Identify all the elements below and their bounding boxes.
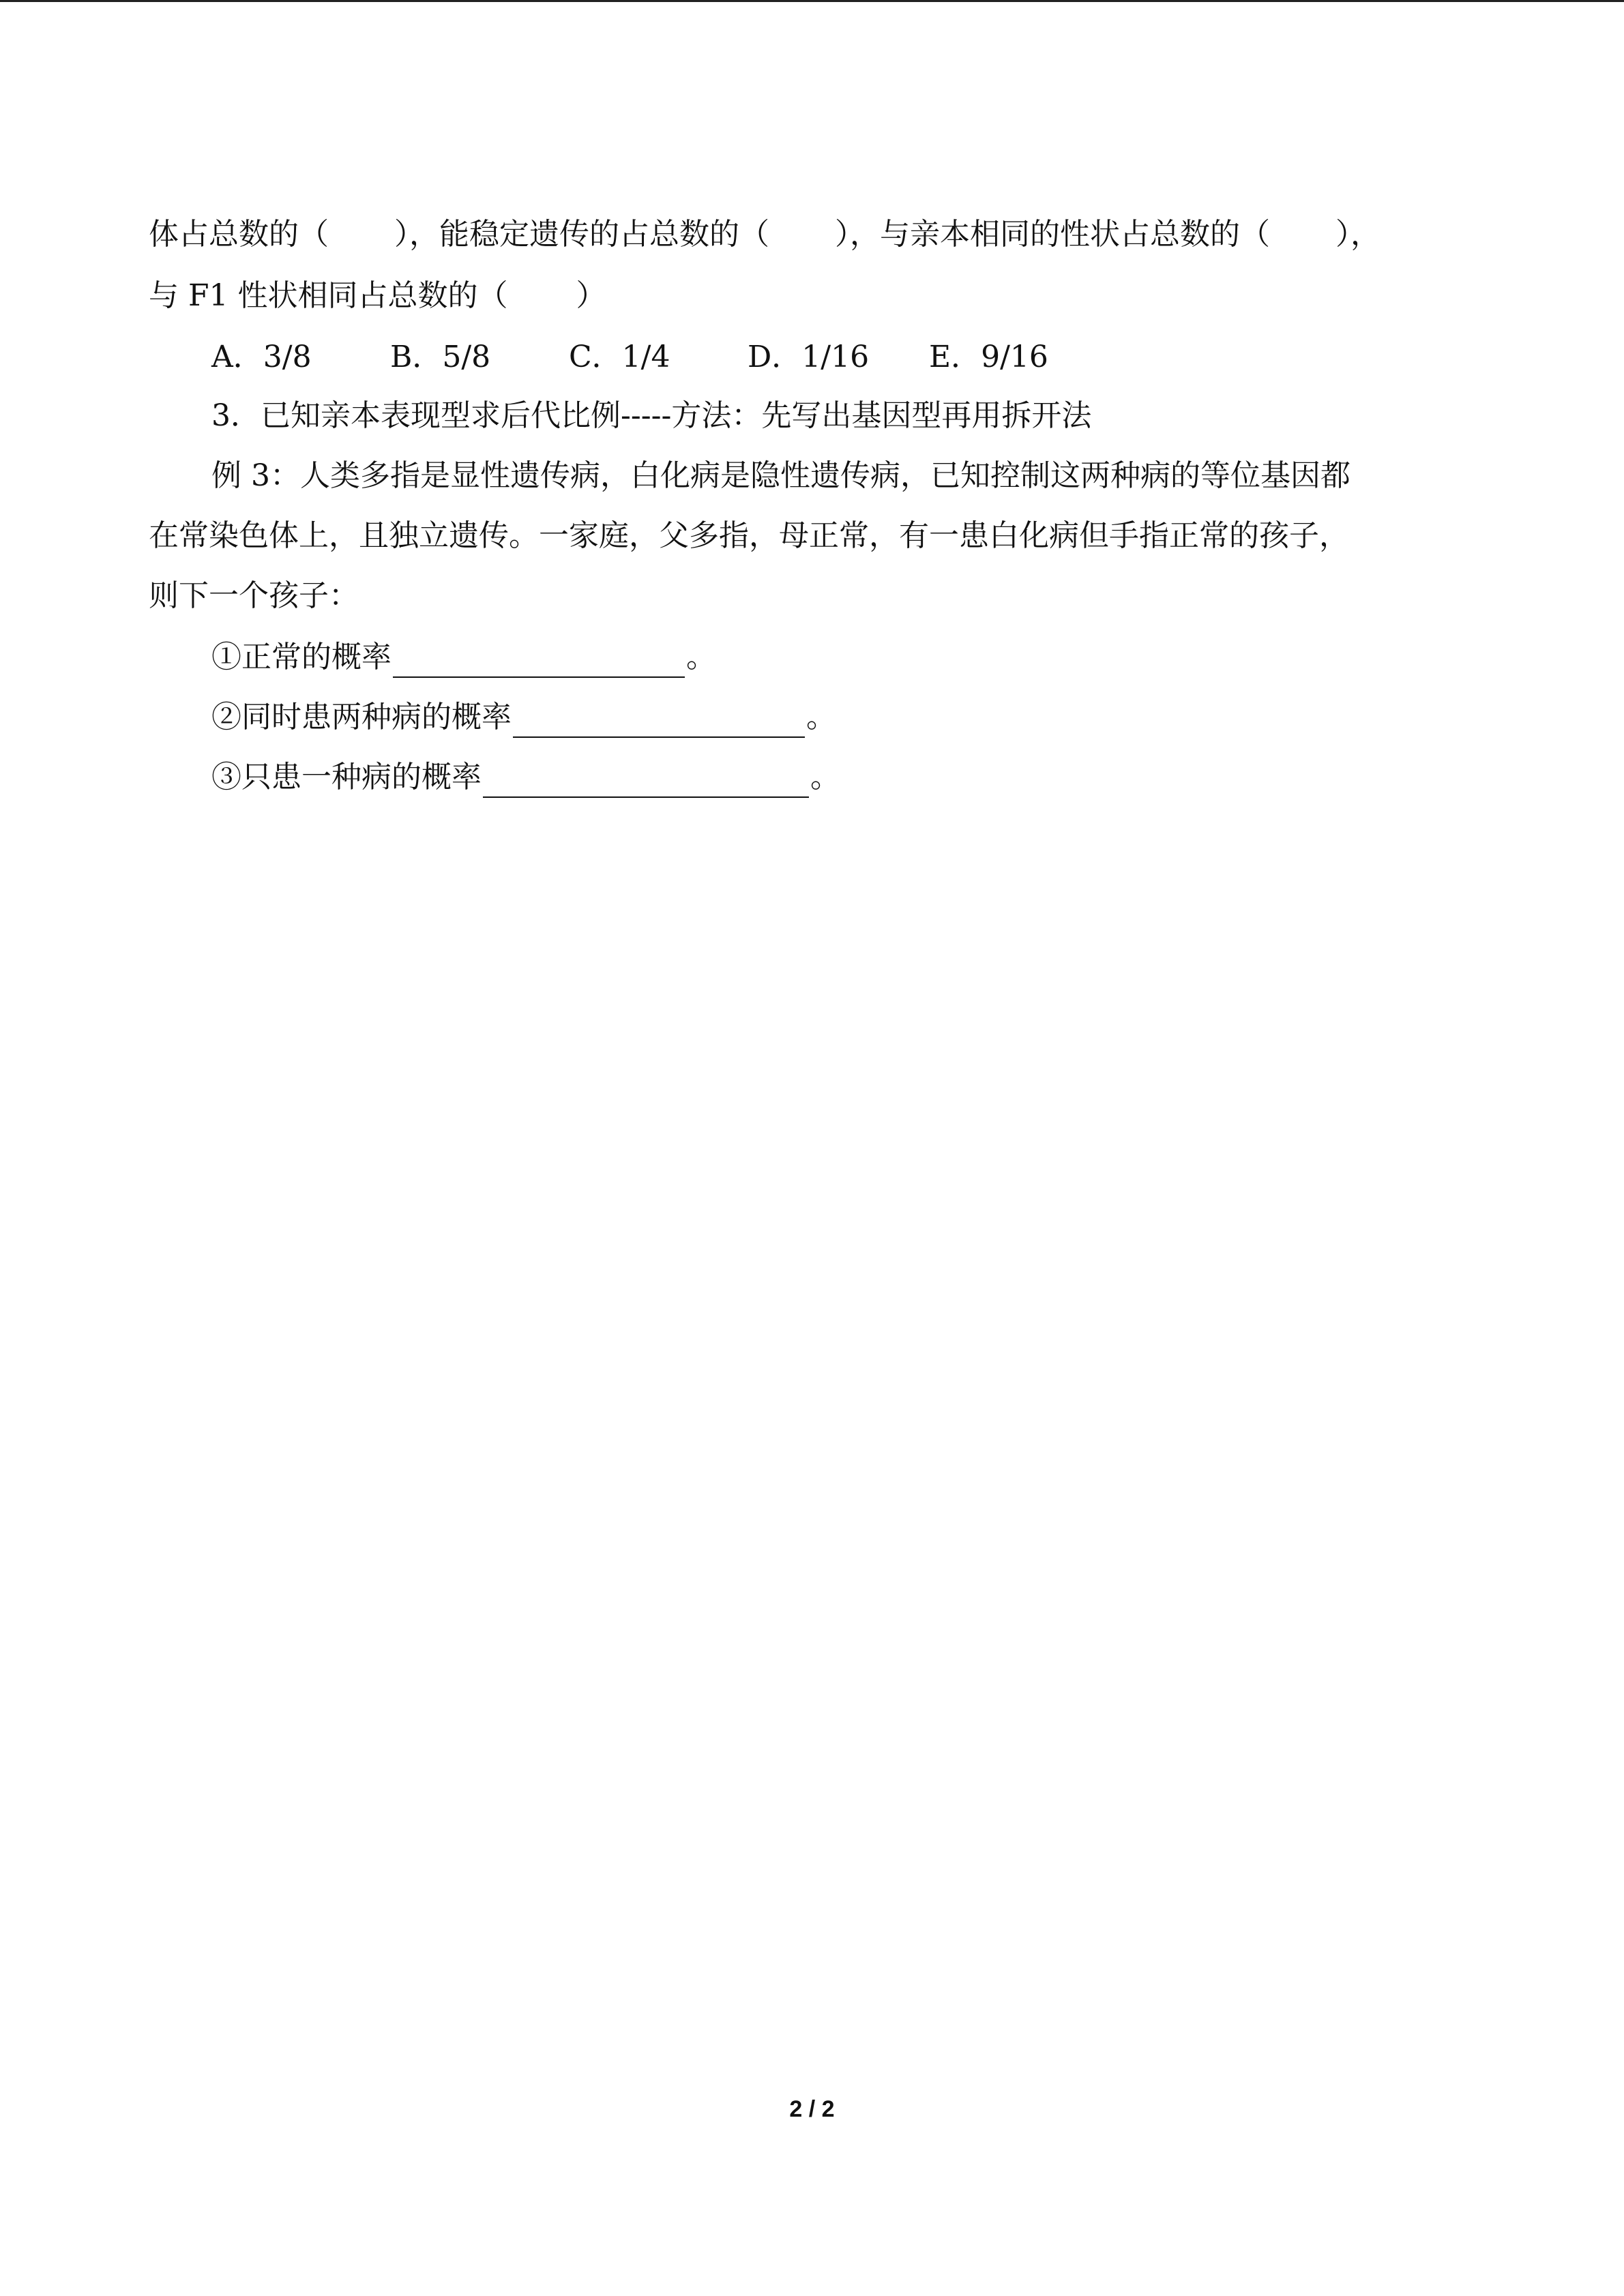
example-3-line-2: 在常染色体上，且独立遗传。一家庭，父多指，母正常，有一患白化病但手指正常的孩子， bbox=[149, 518, 1349, 553]
q2-line-1 bbox=[149, 214, 1381, 255]
option-d: D．1/16 bbox=[748, 340, 870, 374]
q2-line1-seg2: ），能稳定遗传的占总数的（ bbox=[394, 217, 769, 252]
q2-line1-seg4: ）， bbox=[1335, 217, 1381, 252]
question-item-1-label: ①正常的概率 bbox=[211, 640, 392, 674]
q2-line1-seg3: ），与亲本相同的性状占总数的（ bbox=[835, 217, 1270, 252]
page-number: 2 / 2 bbox=[789, 2096, 835, 2122]
question-item-3 bbox=[211, 757, 840, 798]
question-item-1 bbox=[211, 637, 716, 678]
question-item-2-end: 。 bbox=[806, 700, 836, 734]
answer-line-1[interactable] bbox=[393, 645, 685, 678]
q2-line-2 bbox=[149, 275, 606, 316]
q2-options bbox=[211, 337, 1048, 378]
question-item-1-end: 。 bbox=[686, 640, 716, 674]
q2-line1-seg1: 体占总数的（ bbox=[149, 217, 329, 252]
answer-line-3[interactable] bbox=[483, 765, 809, 798]
section-3-heading: 3．已知亲本表现型求后代比例-----方法：先写出基因型再用拆开法 bbox=[211, 398, 1092, 433]
q2-line2-seg2: ） bbox=[576, 278, 606, 313]
q2-line2-seg1: 与 F1 性状相同占总数的（ bbox=[149, 278, 508, 313]
question-item-3-label: ③只患一种病的概率 bbox=[211, 760, 482, 794]
example-3-line-1: 例 3：人类多指是显性遗传病，白化病是隐性遗传病，已知控制这两种病的等位基因都 bbox=[211, 458, 1350, 493]
option-e: E．9/16 bbox=[929, 340, 1048, 374]
option-b: B．5/8 bbox=[390, 340, 491, 374]
example-3-line-3: 则下一个孩子： bbox=[149, 578, 359, 613]
question-item-3-end: 。 bbox=[810, 760, 840, 794]
option-a: A．3/8 bbox=[211, 340, 312, 374]
question-item-2 bbox=[211, 697, 836, 738]
option-c: C．1/4 bbox=[569, 340, 670, 374]
answer-line-2[interactable] bbox=[513, 705, 805, 738]
question-item-2-label: ②同时患两种病的概率 bbox=[211, 700, 512, 734]
